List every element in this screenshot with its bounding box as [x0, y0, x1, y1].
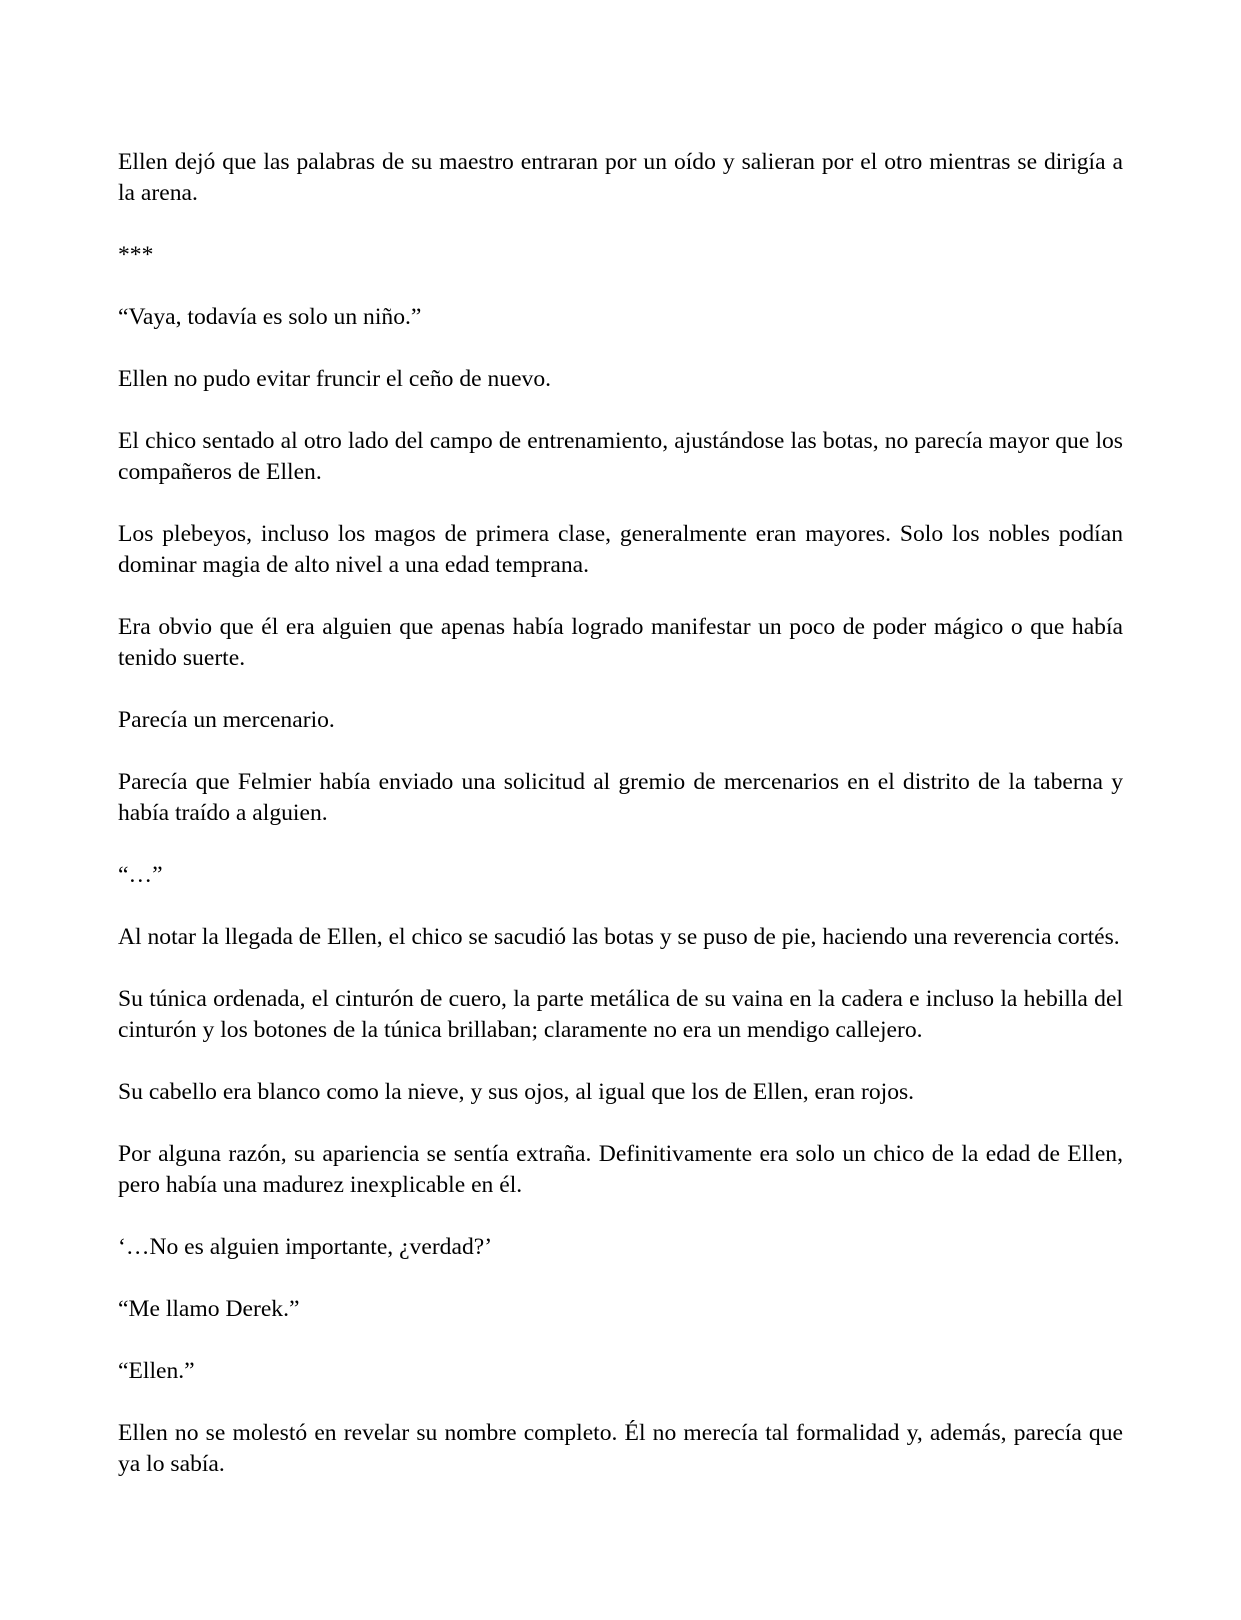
paragraph: Su cabello era blanco como la nieve, y sus ojos, al igual que los de Ellen, eran rojos.: [118, 1079, 915, 1105]
paragraph: Parecía un mercenario.: [118, 707, 335, 733]
paragraph: “Me llamo Derek.”: [118, 1296, 300, 1322]
document-body: [118, 147, 1123, 1511]
paragraph: Los plebeyos, incluso los magos de primera clase, generalmente eran mayores. Solo los nobles podían dominar magia de alto nivel a una edad temprana.: [118, 521, 1123, 578]
paragraph: “Ellen.”: [118, 1358, 195, 1384]
paragraph: Ellen no se molestó en revelar su nombre completo. Él no merecía tal formalidad y, además, parecía que ya lo sabía.: [118, 1420, 1123, 1477]
paragraph: Era obvio que él era alguien que apenas había logrado manifestar un poco de poder mágico o que había tenido suerte.: [118, 614, 1123, 671]
scene-break: ***: [118, 242, 154, 268]
paragraph: ‘…No es alguien importante, ¿verdad?’: [118, 1234, 493, 1260]
paragraph: “Vaya, todavía es solo un niño.”: [118, 304, 422, 330]
paragraph: El chico sentado al otro lado del campo de entrenamiento, ajustándose las botas, no parecía mayor que los compañeros de Ellen.: [118, 428, 1123, 485]
paragraph: Su túnica ordenada, el cinturón de cuero, la parte metálica de su vaina en la cadera e incluso la hebilla del cinturón y los botones de la túnica brillaban; claramente no era un mendigo callejero.: [118, 986, 1123, 1043]
paragraph: Por alguna razón, su apariencia se sentía extraña. Definitivamente era solo un chico de la edad de Ellen, pero había una madurez inexplicable en él.: [118, 1141, 1123, 1198]
paragraph: Ellen no pudo evitar fruncir el ceño de nuevo.: [118, 366, 552, 392]
paragraph: Al notar la llegada de Ellen, el chico se sacudió las botas y se puso de pie, haciendo una reverencia cortés.: [118, 924, 1120, 950]
paragraph: “…”: [118, 862, 163, 888]
paragraph: Ellen dejó que las palabras de su maestro entraran por un oído y salieran por el otro mientras se dirigía a la arena.: [118, 149, 1123, 206]
paragraph: Parecía que Felmier había enviado una solicitud al gremio de mercenarios en el distrito de la taberna y había traído a alguien.: [118, 769, 1123, 826]
